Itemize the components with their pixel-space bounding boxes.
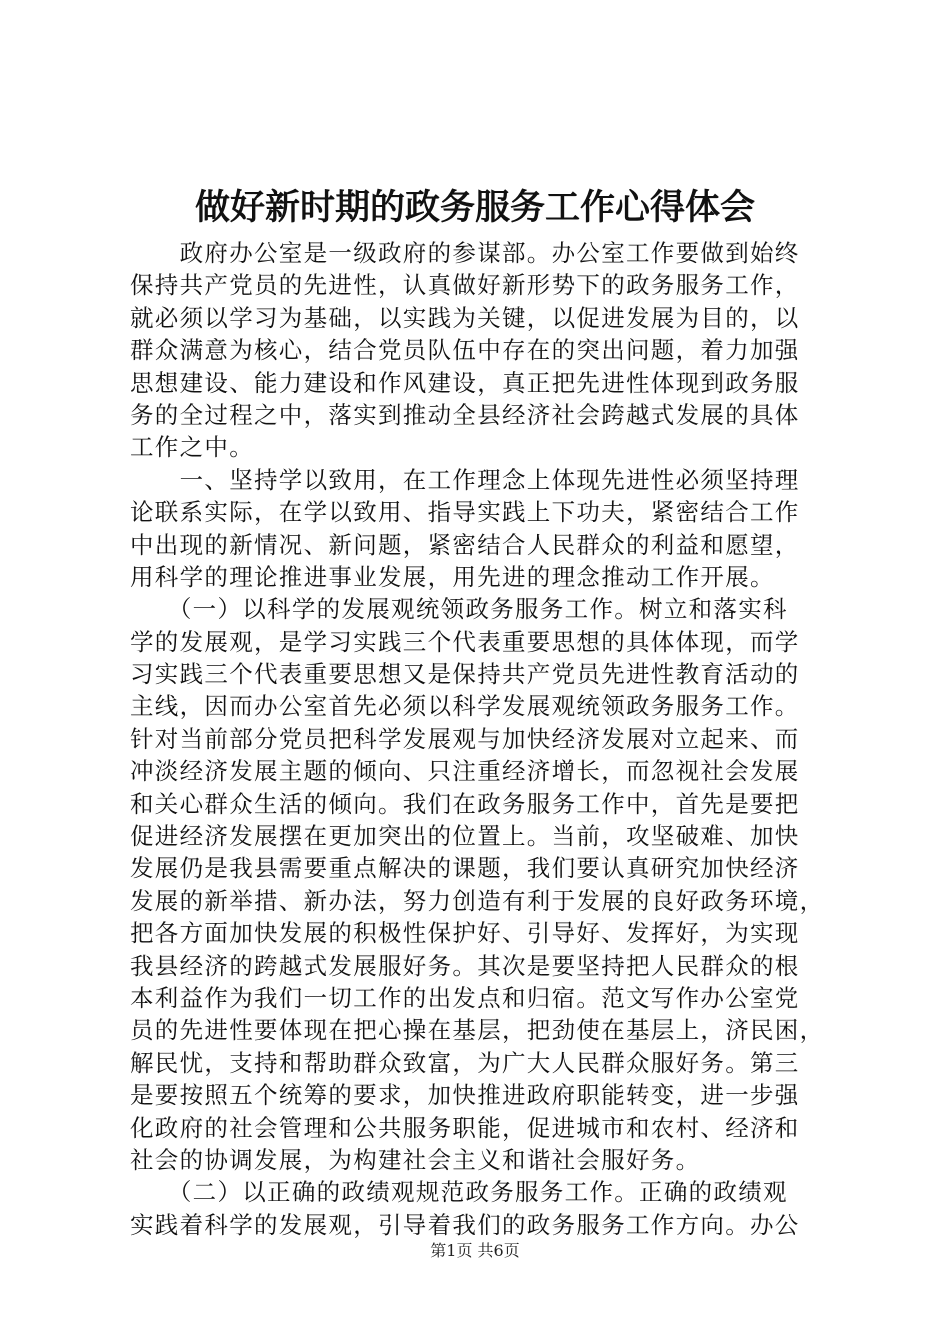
text-line: 群众满意为核心，结合党员队伍中存在的突出问题，着力加强 [130, 336, 800, 365]
text-line: 论联系实际，在学以致用、指导实践上下功夫，紧密结合工作 [130, 498, 800, 527]
text-line: （二）以正确的政绩观规范政务服务工作。正确的政绩观 [130, 1178, 788, 1207]
text-line: 冲淡经济发展主题的倾向、只注重经济增长，而忽视社会发展 [130, 757, 800, 786]
text-line: 习实践三个代表重要思想又是保持共产党员先进性教育活动的 [130, 660, 800, 689]
text-line: 政府办公室是一级政府的参谋部。办公室工作要做到始终 [130, 239, 800, 267]
text-line: 就必须以学习为基础，以实践为关键，以促进发展为目的，以 [130, 303, 800, 332]
text-line: 务的全过程之中，落实到推动全县经济社会跨越式发展的具体 [130, 400, 800, 429]
text-line: 解民忧，支持和帮助群众致富，为广大人民群众服好务。第三 [130, 1048, 800, 1077]
document-body [130, 237, 830, 1241]
text-line: 思想建设、能力建设和作风建设，真正把先进性体现到政务服 [130, 368, 800, 397]
page-number-footer: 第1页 共6页 [430, 1241, 520, 1260]
text-line: 用科学的理论推进事业发展，用先进的理念推动工作开展。 [130, 562, 775, 591]
text-line: 针对当前部分党员把科学发展观与加快经济发展对立起来、而 [130, 724, 800, 753]
text-line: 一、坚持学以致用，在工作理念上体现先进性必须坚持理 [130, 465, 800, 494]
text-line: 保持共产党员的先进性，认真做好新形势下的政务服务工作， [130, 271, 800, 300]
text-line: 工作之中。 [130, 433, 254, 462]
text-line: 学的发展观，是学习实践三个代表重要思想的具体体现，而学 [130, 627, 800, 656]
text-line: 发展的新举措、新办法，努力创造有利于发展的良好政务环境， [130, 886, 825, 915]
text-line: 和关心群众生活的倾向。我们在政务服务工作中，首先是要把 [130, 789, 800, 818]
text-line: （一）以科学的发展观统领政务服务工作。树立和落实科 [130, 595, 788, 624]
text-line: 中出现的新情况、新问题，紧密结合人民群众的利益和愿望， [130, 530, 800, 559]
text-line: 社会的协调发展，为构建社会主义和谐社会服好务。 [130, 1145, 701, 1174]
text-line: 本利益作为我们一切工作的出发点和归宿。范文写作办公室党 [130, 983, 800, 1012]
text-line: 化政府的社会管理和公共服务职能，促进城市和农村、经济和 [130, 1113, 800, 1142]
text-line: 主线，因而办公室首先必须以科学发展观统领政务服务工作。 [130, 692, 800, 721]
document-title: 做好新时期的政务服务工作心得体会 [194, 187, 755, 228]
text-line: 实践着科学的发展观，引导着我们的政务服务工作方向。办公 [130, 1210, 800, 1239]
text-line: 我县经济的跨越式发展服好务。其次是要坚持把人民群众的根 [130, 951, 800, 980]
text-line: 把各方面加快发展的积极性保护好、引导好、发挥好，为实现 [130, 919, 800, 948]
text-line: 发展仍是我县需要重点解决的课题，我们要认真研究加快经济 [130, 854, 800, 883]
text-line: 员的先进性要体现在把心操在基层，把劲使在基层上，济民困， [130, 1016, 825, 1045]
text-line: 是要按照五个统筹的要求，加快推进政府职能转变，进一步强 [130, 1081, 800, 1110]
text-line: 促进经济发展摆在更加突出的位置上。当前，攻坚破难、加快 [130, 822, 800, 851]
